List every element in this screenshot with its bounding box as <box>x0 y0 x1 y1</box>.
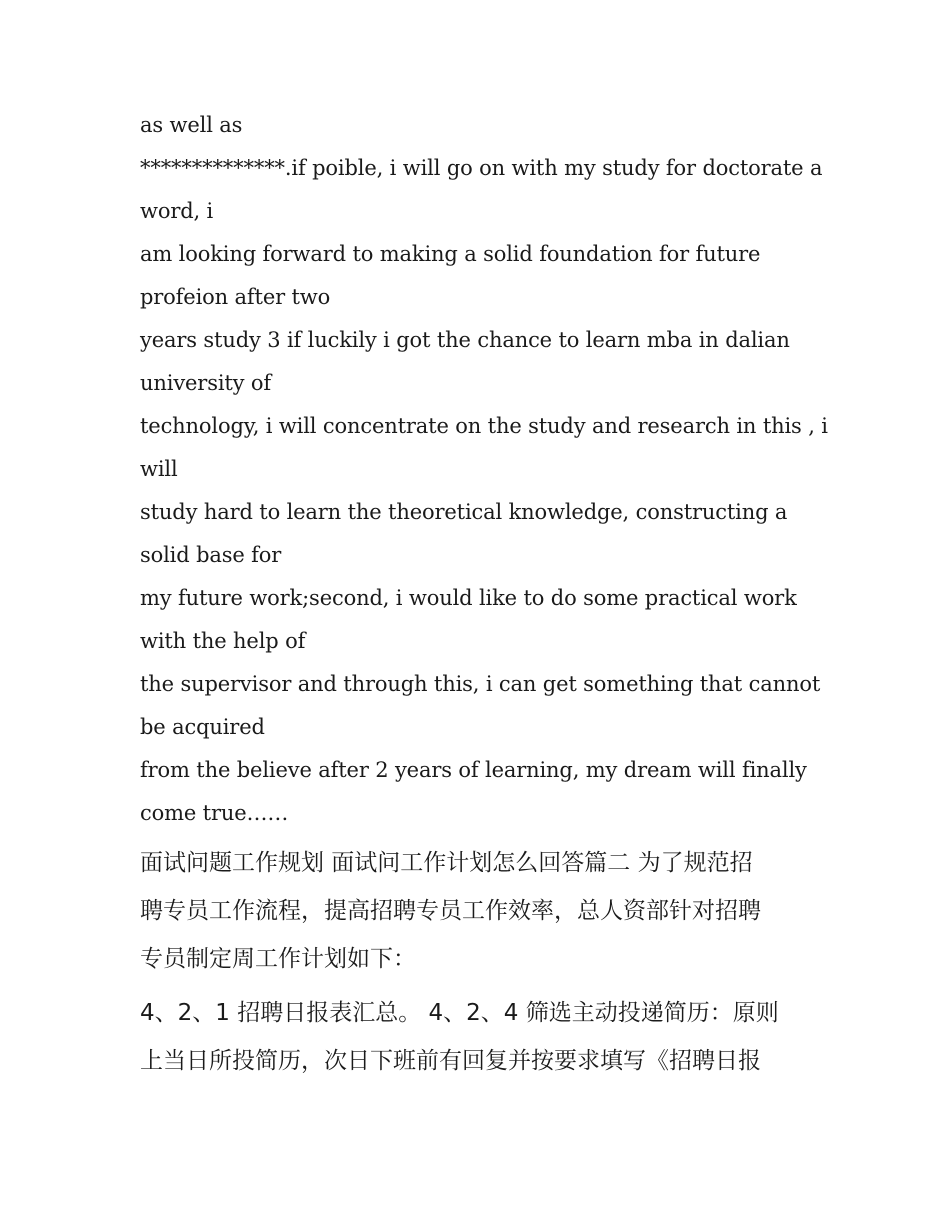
text-line: **************.if poible, i will go on with my study for doctorate a <box>140 156 823 180</box>
text-line: will <box>140 457 178 481</box>
text-line: am looking forward to making a solid foundation for future <box>140 242 761 266</box>
text-line: technology, i will concentrate on the study and research in this , i <box>140 414 828 438</box>
text-line: study hard to learn the theoretical knowledge, constructing a <box>140 500 788 524</box>
text-line: 面试问题工作规划 面试问工作计划怎么回答篇二 为了规范招 <box>140 850 753 876</box>
text-line: be acquired <box>140 715 265 739</box>
text-line: the supervisor and through this, i can get something that cannot <box>140 672 821 696</box>
text-line: with the help of <box>140 629 306 653</box>
document-body <box>140 104 828 1085</box>
text-line: 上当日所投简历，次日下班前有回复并按要求填写《招聘日报 <box>140 1048 761 1074</box>
chinese-paragraph-2 <box>140 989 820 1085</box>
text-line: word, i <box>140 199 214 223</box>
english-text-block <box>140 104 828 835</box>
text-line: 聘专员工作流程，提高招聘专员工作效率，总人资部针对招聘 <box>140 898 761 924</box>
text-line: 4、2、1 招聘日报表汇总。 4、2、4 筛选主动投递简历：原则 <box>140 1000 779 1026</box>
text-line: my future work;second, i would like to do some practical work <box>140 586 797 610</box>
text-line: university of <box>140 371 272 395</box>
chinese-paragraph-1 <box>140 839 820 983</box>
text-line: come true…… <box>140 801 289 825</box>
text-line: 专员制定周工作计划如下： <box>140 946 416 972</box>
text-line: solid base for <box>140 543 282 567</box>
text-line: as well as <box>140 113 243 137</box>
text-line: profeion after two <box>140 285 331 309</box>
text-line: years study 3 if luckily i got the chance to learn mba in dalian <box>140 328 790 352</box>
text-line: from the believe after 2 years of learning, my dream will finally <box>140 758 807 782</box>
